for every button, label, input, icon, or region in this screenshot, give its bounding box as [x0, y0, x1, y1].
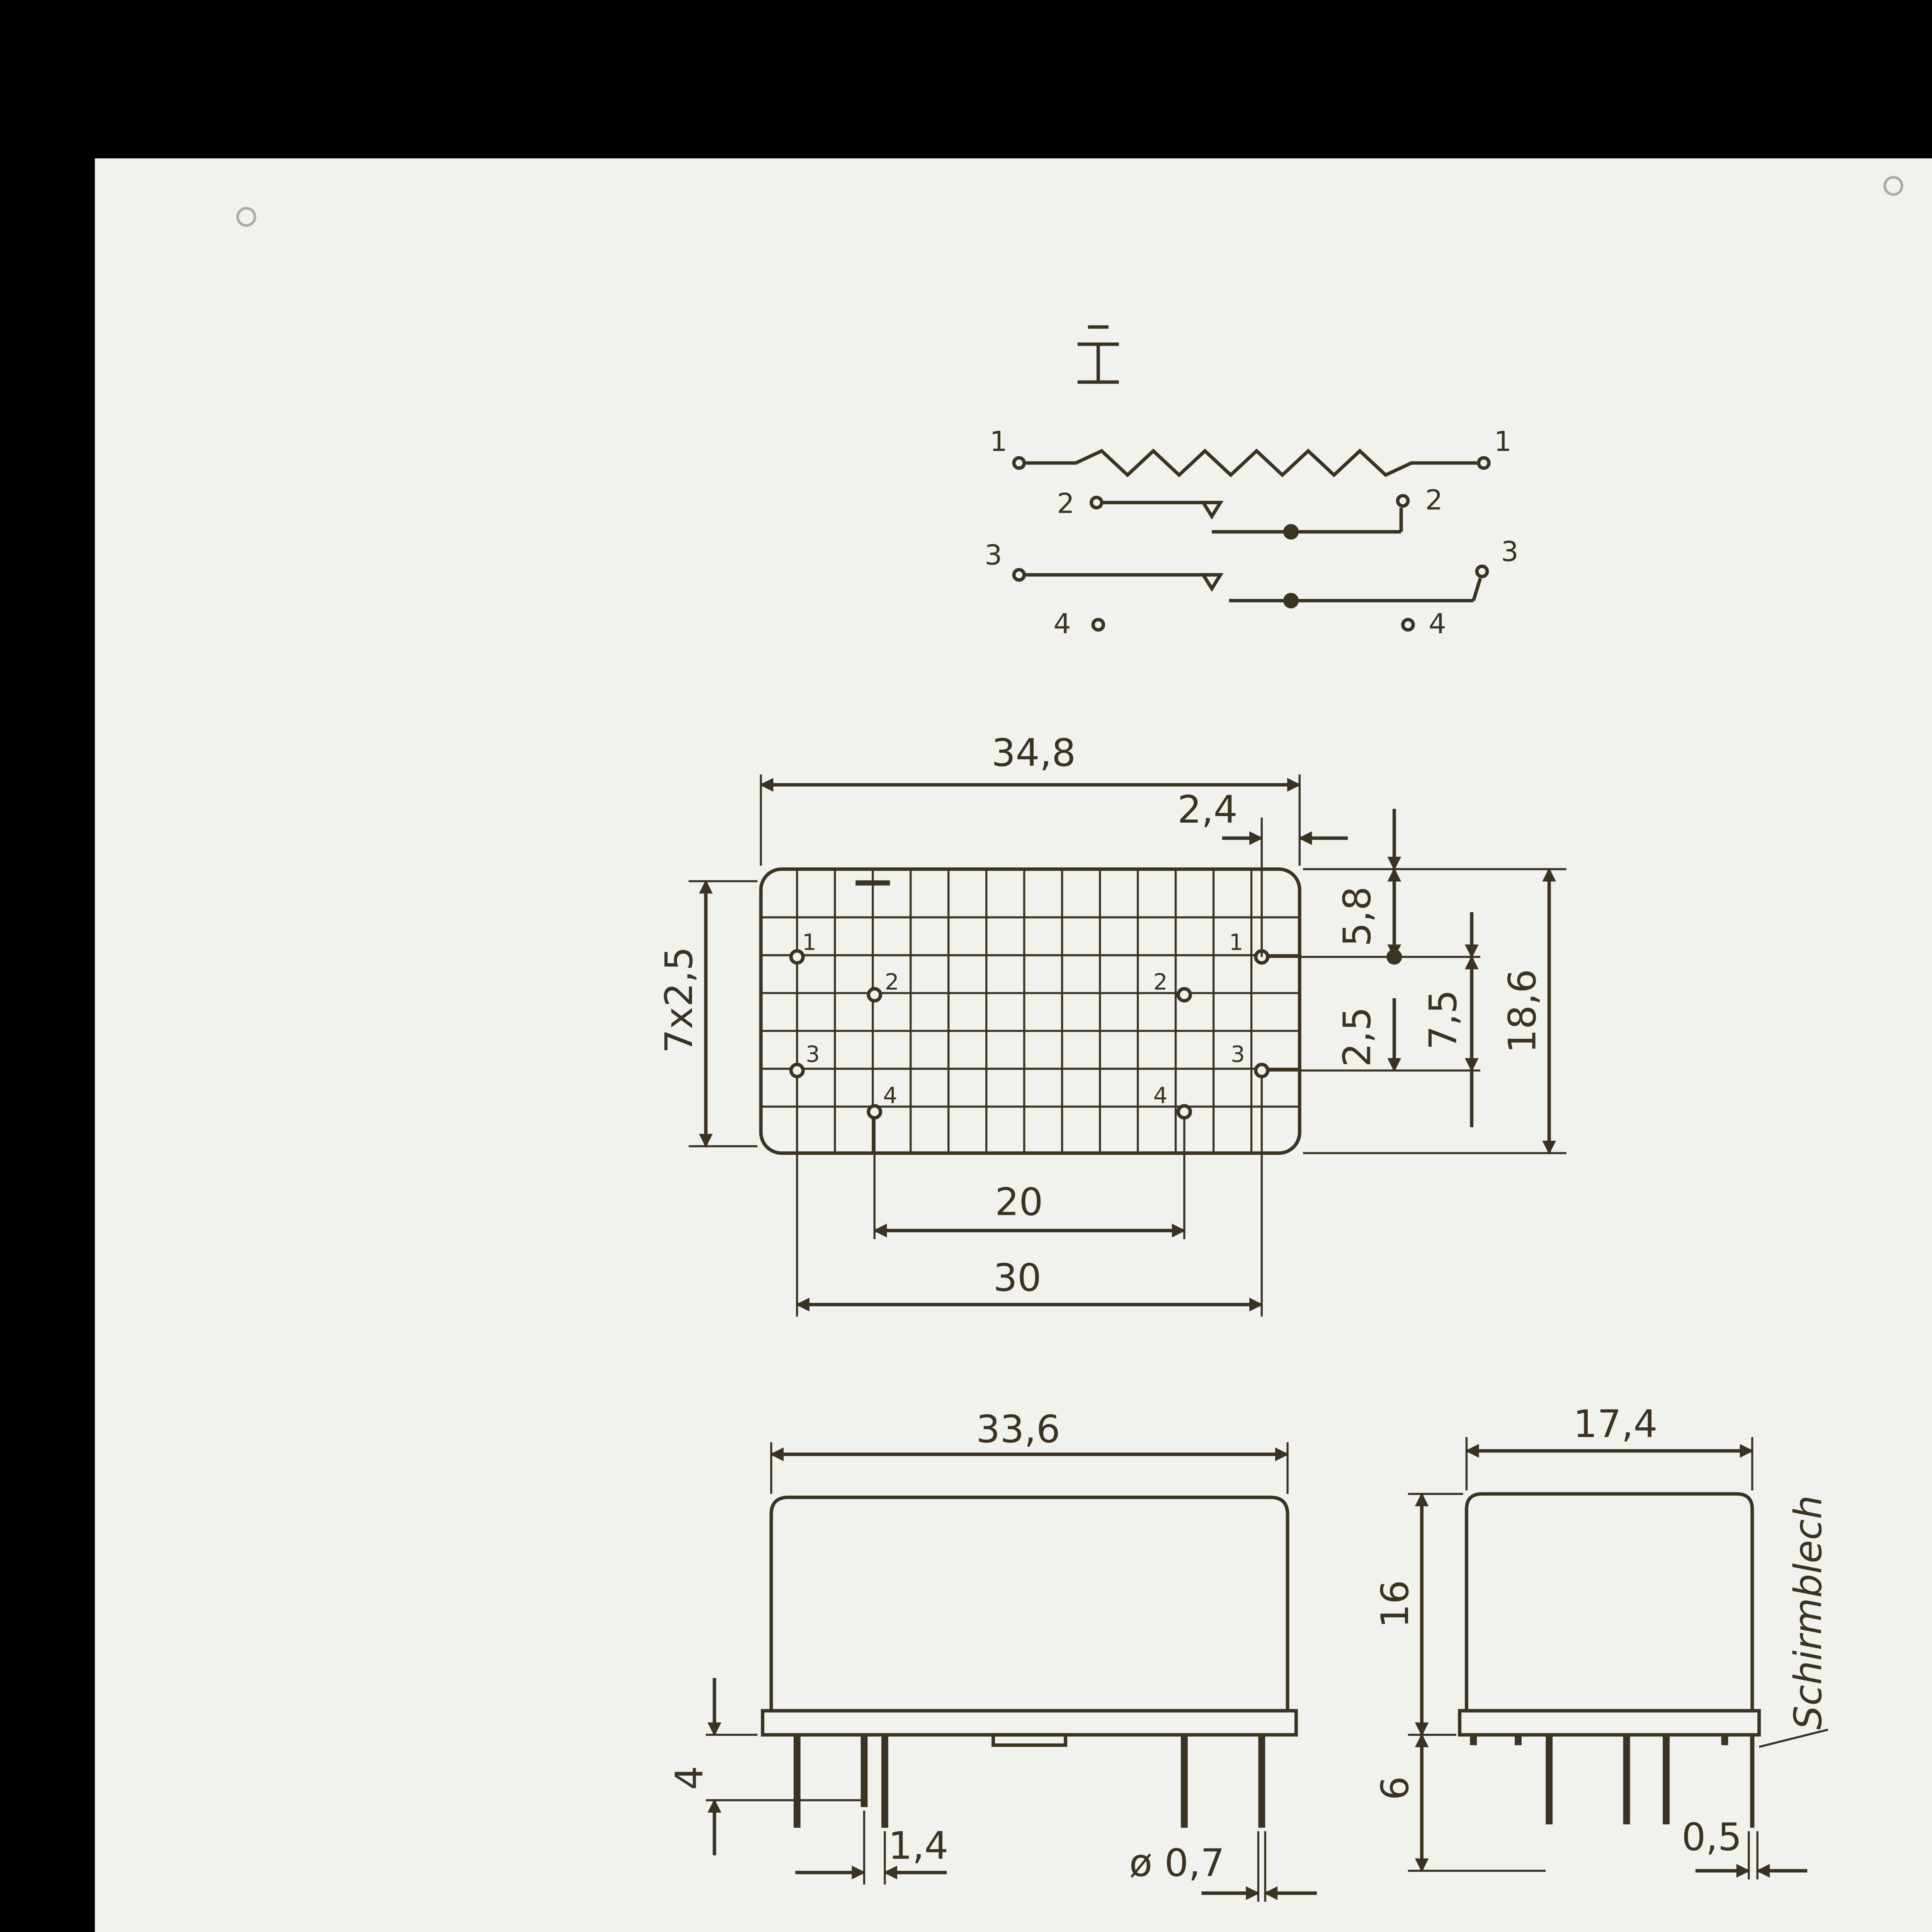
dimension-label: 5,8 [1335, 886, 1379, 947]
dimension-label: 33,6 [976, 1407, 1061, 1452]
pin-label: 4 [1053, 608, 1071, 640]
dimension-label: 18,6 [1500, 969, 1545, 1053]
pin-label: 3 [1501, 536, 1519, 568]
paper-sheet [95, 158, 1932, 1932]
dimension-label: ø 0,7 [1129, 1841, 1225, 1885]
dimension-label: 0,5 [1682, 1815, 1742, 1860]
pin-label: 3 [985, 539, 1002, 571]
dimension-label: 7,5 [1421, 990, 1466, 1050]
dimension-label: 1,4 [888, 1824, 949, 1868]
pin-number: 2 [1153, 969, 1168, 995]
dimension-label: 6 [1373, 1776, 1417, 1800]
pin-number: 4 [883, 1082, 898, 1109]
pin-label: 1 [990, 425, 1007, 457]
pin-label: 2 [1057, 487, 1075, 520]
dimension-label: 2,5 [1335, 1007, 1379, 1067]
dimension-label: 17,4 [1573, 1402, 1658, 1447]
pin-number: 1 [1229, 929, 1243, 956]
shield-label: Schirmblech [1786, 1495, 1830, 1730]
pin-number: 3 [806, 1041, 820, 1068]
pin-number: 1 [802, 929, 816, 956]
pin-number: 3 [1231, 1041, 1245, 1068]
pin-label: 2 [1425, 484, 1443, 516]
dimension-label: 16 [1373, 1580, 1417, 1628]
dimension-label: 34,8 [992, 731, 1076, 776]
pin-number: 2 [884, 969, 899, 995]
dimension-label: 4 [667, 1765, 712, 1790]
pin-label: 1 [1494, 425, 1512, 457]
dimension-label: 2,4 [1177, 788, 1238, 832]
dimension-label: 30 [993, 1256, 1042, 1300]
pin-label: 4 [1429, 608, 1446, 640]
dimension-label: 20 [995, 1180, 1043, 1225]
dimension-label: 7x2,5 [657, 946, 702, 1053]
pin-number: 4 [1153, 1082, 1168, 1109]
